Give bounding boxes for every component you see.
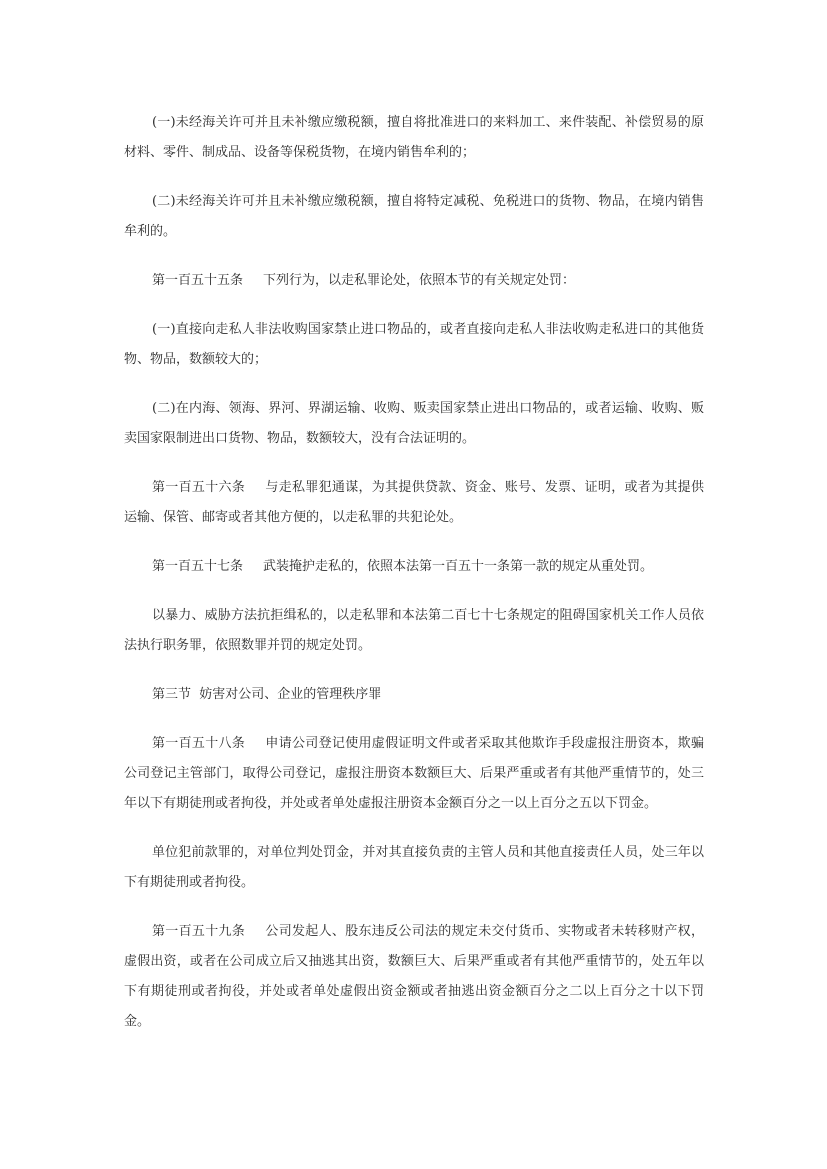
paragraph: [124, 838, 704, 898]
paragraph-text: 公司发起人、股东违反公司法的规定未交付货币、实物或者未转移财产权，虚假出资，或者在公司成立后又抽逃其出资，数额巨大、后果严重或者有其他严重情节的，处五年以下有期徒刑或者拘役，并处或者单处虚假出资金额或者抽逃出资金额百分之二以上百分之十以下罚金。: [124, 924, 704, 1029]
article-number: 第一百五十七条: [152, 559, 244, 574]
article-number: 第一百五十五条: [152, 273, 244, 288]
paragraph: [124, 394, 704, 454]
paragraph-text: (二)在内海、领海、界河、界湖运输、收购、贩卖国家禁止进出口物品的，或者运输、收购、贩卖国家限制进出口货物、物品，数额较大，没有合法证明的。: [124, 401, 704, 446]
paragraph: [124, 601, 704, 661]
article-paragraph: [124, 729, 704, 819]
paragraph-text: 与走私罪犯通谋，为其提供贷款、资金、账号、发票、证明，或者为其提供运输、保管、邮寄或者其他方便的，以走私罪的共犯论处。: [124, 480, 704, 525]
paragraph: [124, 108, 704, 168]
article-paragraph: [124, 266, 704, 296]
paragraph-text: 下列行为，以走私罪论处，依照本节的有关规定处罚：: [263, 273, 576, 288]
article-number: 第一百五十八条: [152, 736, 246, 751]
paragraph-text: (一)直接向走私人非法收购国家禁止进口物品的，或者直接向走私人非法收购走私进口的其他货物、物品，数额较大的；: [124, 322, 704, 367]
document-body: [124, 108, 704, 1056]
paragraph: [124, 315, 704, 375]
article-paragraph: [124, 552, 704, 582]
article-number: 第一百五十六条: [152, 480, 246, 495]
section-title: 第三节 妨害对公司、企业的管理秩序罪: [152, 687, 382, 702]
article-paragraph: [124, 473, 704, 533]
paragraph-text: 以暴力、威胁方法抗拒缉私的，以走私罪和本法第二百七十七条规定的阻碍国家机关工作人员依法执行职务罪，依照数罪并罚的规定处罚。: [124, 608, 704, 653]
paragraph-text: 武装掩护走私的，依照本法第一百五十一条第一款的规定从重处罚。: [263, 559, 654, 574]
paragraph-text: 申请公司登记使用虚假证明文件或者采取其他欺诈手段虚报注册资本，欺骗公司登记主管部门，取得公司登记，虚报注册资本数额巨大、后果严重或者有其他严重情节的，处三年以下有期徒刑或者拘役，并处或者单处虚报注册资本金额百分之一以上百分之五以下罚金。: [124, 736, 704, 811]
article-paragraph: [124, 917, 704, 1037]
paragraph-text: 单位犯前款罪的，对单位判处罚金，并对其直接负责的主管人员和其他直接责任人员，处三年以下有期徒刑或者拘役。: [124, 845, 704, 890]
article-number: 第一百五十九条: [152, 924, 246, 939]
paragraph-text: (一)未经海关许可并且未补缴应缴税额，擅自将批准进口的来料加工、来件装配、补偿贸易的原材料、零件、制成品、设备等保税货物，在境内销售牟利的；: [124, 115, 704, 160]
section-heading: [124, 680, 704, 710]
paragraph: [124, 187, 704, 247]
paragraph-text: (二)未经海关许可并且未补缴应缴税额，擅自将特定减税、免税进口的货物、物品，在境内销售牟利的。: [124, 194, 704, 239]
